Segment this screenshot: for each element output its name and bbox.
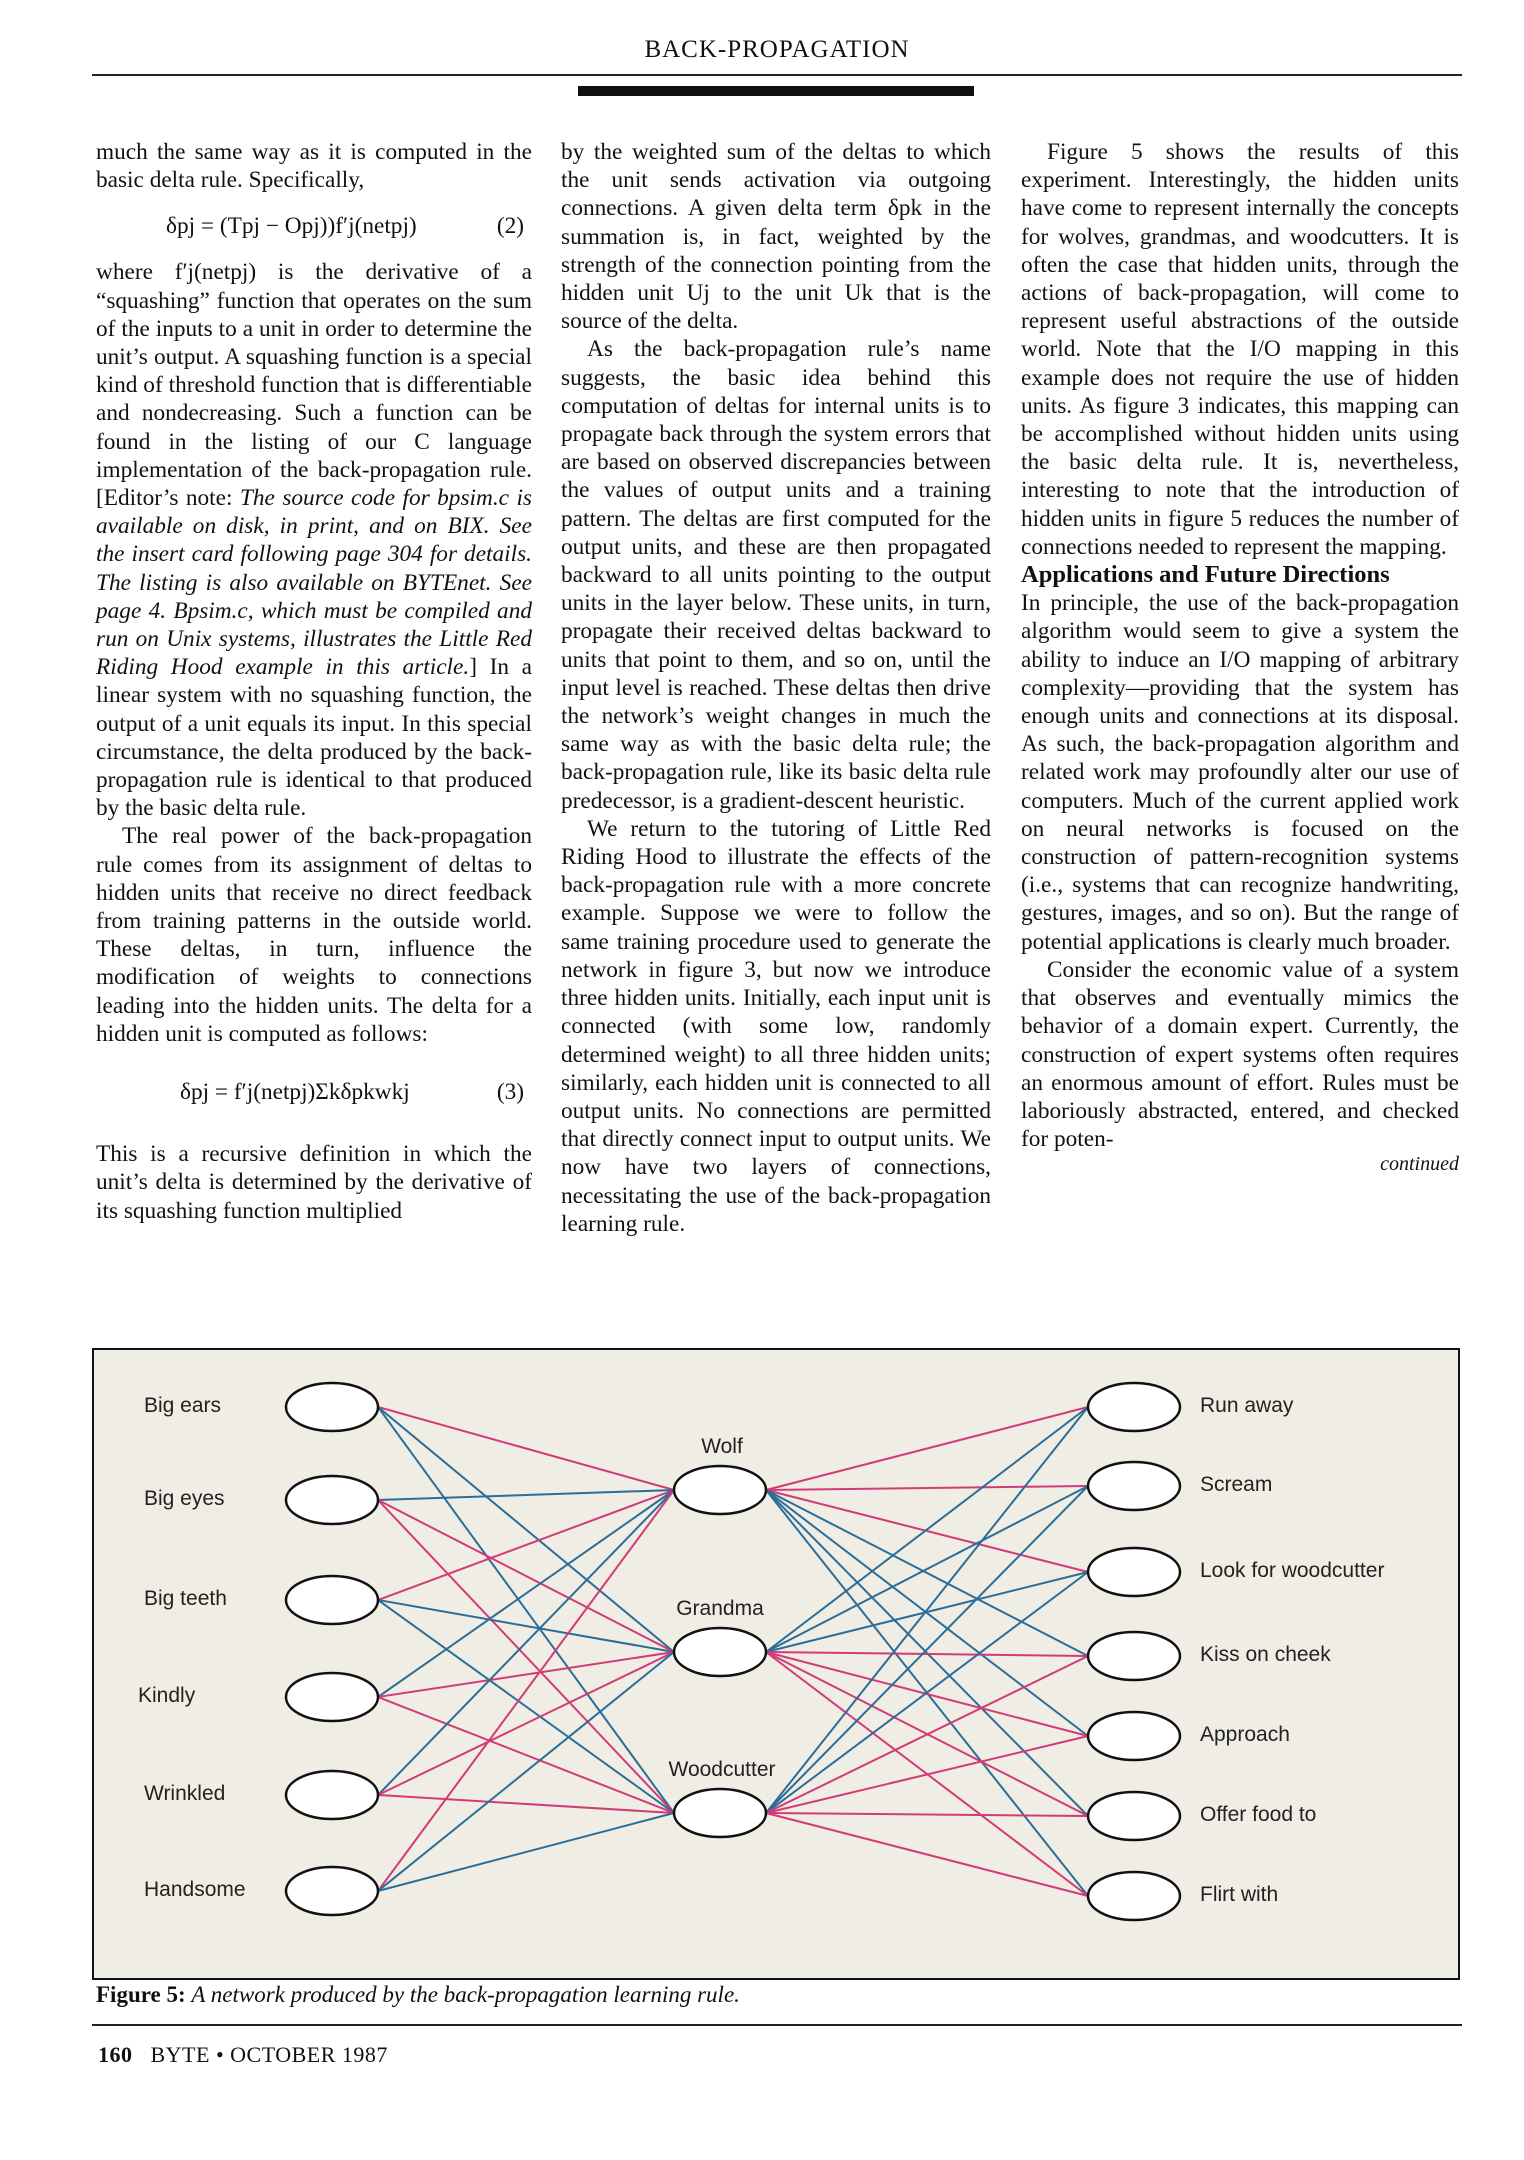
continued-label: continued (1380, 1153, 1459, 1176)
col1-para-1: much the same way as it is computed in the basic delta rule. Specifically, (96, 139, 532, 194)
equation-3 (96, 1064, 532, 1120)
connection-input-hidden (378, 1652, 674, 1891)
hidden-unit (674, 1789, 766, 1837)
col3-para-2: In principle, the use of the back-propagation algorithm would seem to give a system the ability to induce an I/O mapping of arbitrary complexity—providing that the system has enough units and connections at its disposal. As such, the back-propagation algorithm and related work may profoundly alter our use of computers. Much of the current applied work on neural networks is focused on the construction of pattern-recognition systems (i.e., systems that can recognize handwriting, gestures, images, and so on). But the range of potential applications is clearly much broader. (1021, 590, 1459, 955)
output-label: Offer food to (1200, 1803, 1317, 1826)
col3-para-1: Figure 5 shows the results of this experiment. Interestingly, the hidden units have come to represent internally the concepts for wolves, grandmas, and woodcutters. It is often the case that hidden units, through the actions of back-propagation, will come to represent useful abstractions of the outside world. Note that the I/O mapping in this example does not require the use of hidden units. As figure 3 indicates, this mapping can be accomplished without hidden units using the basic delta rule. It is, nevertheless, interesting to note that the introduction of hidden units in figure 5 reduces the number of connections needed to represent the mapping. (1021, 139, 1459, 560)
connection-hidden-output (766, 1407, 1088, 1652)
hidden-label: Grandma (676, 1597, 764, 1620)
input-label: Wrinkled (144, 1782, 226, 1805)
connection-hidden-output (766, 1407, 1088, 1813)
connection-hidden-output (766, 1486, 1088, 1813)
figure-5 (92, 1348, 1460, 1980)
connection-input-hidden (378, 1407, 674, 1652)
col2-para-2: As the back-propagation rule’s name suggests, the basic idea behind this computation of deltas for internal units is to propagate back through the system errors that are based on observed discrepancies between the values of output units and a training pattern. The deltas are first computed for the output units, and these are then propagated backward to all units pointing to the output units in the layer below. These units, in turn, propagate their received deltas backward to units that point to them, and so on, until the input level is reached. These deltas then drive the network’s weight changes in much the same way as with the basic delta rule; the back-propagation rule, like its basic delta rule predecessor, is a gradient-descent heuristic. (561, 336, 991, 814)
connection-hidden-output (766, 1486, 1088, 1652)
caption-text: A network produced by the back-propagation learning rule. (191, 1982, 740, 2007)
page-footer (98, 2042, 388, 2068)
input-label: Big teeth (144, 1587, 227, 1610)
equation-3-text: δpj = f′j(netpj)Σkδpkwkj (180, 1078, 410, 1105)
input-unit (286, 1476, 378, 1524)
header-rule (92, 74, 1462, 76)
figure-caption (96, 1982, 740, 2008)
col2-para-3: We return to the tutoring of Little Red Riding Hood to illustrate the effects of the back-propagation rule with a more concrete example. Suppose we were to follow the same training procedure used to generate the network in figure 3, but now we introduce three hidden units. Initially, each input unit is connected (with some low, randomly determined weight) to all three hidden units; similarly, each hidden unit is connected to all output units. No connections are permitted that directly connect input to output units. We now have two layers of connections, necessitating the use of the back-propagation learning rule. (561, 815, 991, 1237)
output-unit (1088, 1712, 1180, 1760)
connection-input-hidden (378, 1490, 674, 1600)
input-unit (286, 1867, 378, 1915)
col2-para-1: by the weighted sum of the deltas to which the unit sends activation via outgoing connections. A given delta term δpk in the summation is, in fact, weighted by the strength of the connection pointing from the hidden unit Uj to the unit Uk that is the source of the delta. (561, 139, 991, 335)
input-unit (286, 1383, 378, 1431)
connection-input-hidden (378, 1500, 674, 1652)
equation-2-text: δpj = (Tpj − Opj))f′j(netpj) (166, 213, 417, 240)
output-label: Kiss on cheek (1200, 1643, 1331, 1666)
input-label: Big eyes (144, 1487, 225, 1510)
input-unit (286, 1771, 378, 1819)
input-unit (286, 1576, 378, 1624)
hidden-unit (674, 1466, 766, 1514)
header-bar (578, 86, 974, 96)
column-3 (1021, 138, 1459, 1175)
connection-input-hidden (378, 1813, 674, 1891)
output-unit (1088, 1383, 1180, 1431)
connection-input-hidden (378, 1490, 674, 1500)
connection-hidden-output (766, 1490, 1088, 1572)
input-label: Big ears (144, 1394, 222, 1417)
caption-label: Figure 5: (96, 1982, 186, 2007)
page-number: 160 (98, 2042, 133, 2067)
column-1 (96, 138, 532, 1225)
connection-hidden-output (766, 1652, 1088, 1736)
connection-hidden-output (766, 1486, 1088, 1490)
connection-hidden-output (766, 1656, 1088, 1813)
connection-input-hidden (378, 1652, 674, 1795)
connection-input-hidden (378, 1795, 674, 1813)
col1-para-4: This is a recursive definition in which the unit’s delta is determined by the derivative of its squashing function multiplied (96, 1141, 532, 1224)
output-unit (1088, 1632, 1180, 1680)
section-heading: Applications and Future Directions (1021, 561, 1390, 589)
connection-input-hidden (378, 1490, 674, 1795)
input-unit (286, 1673, 378, 1721)
equation-3-number: (3) (496, 1078, 524, 1105)
equation-2 (96, 198, 532, 254)
output-unit (1088, 1792, 1180, 1840)
editor-note: The source code for bpsim.c is available on disk, in print, and on BIX. See the insert card following page 304 for details. The listing is also available on BYTEnet. See page 4. Bpsim.c, which must be compiled and run on Unix systems, illustrates the Little Red Riding Hood example in this article. (96, 485, 532, 681)
input-label: Kindly (138, 1684, 196, 1707)
col1-para-3: The real power of the back-propagation rule comes from its assignment of deltas to hidden units that receive no direct feedback from training patterns in the outside world. These deltas, in turn, influence the modification of weights to connections leading into the hidden units. The delta for a hidden unit is computed as follows: (96, 823, 532, 1047)
output-label: Look for woodcutter (1200, 1559, 1385, 1582)
hidden-label: Wolf (701, 1435, 743, 1458)
output-label: Run away (1200, 1394, 1294, 1417)
column-2 (561, 138, 991, 1238)
connection-input-hidden (378, 1500, 674, 1813)
output-unit (1088, 1872, 1180, 1920)
footer-rule (92, 2024, 1462, 2026)
connection-hidden-output (766, 1572, 1088, 1652)
input-label: Handsome (144, 1878, 246, 1901)
connection-hidden-output (766, 1490, 1088, 1656)
connection-hidden-output (766, 1813, 1088, 1896)
connection-hidden-output (766, 1813, 1088, 1816)
col3-para-3: Consider the economic value of a system that observes and eventually mimics the behavior of a domain expert. Currently, the construction of expert systems often requires an enormous amount of effort. Rules must be laboriously abstracted, entered, and checked for poten- (1021, 956, 1459, 1153)
connection-input-hidden (378, 1600, 674, 1813)
equation-2-number: (2) (496, 213, 524, 240)
connection-input-hidden (378, 1600, 674, 1652)
running-header: BACK-PROPAGATION (644, 36, 910, 63)
connection-hidden-output (766, 1736, 1088, 1813)
col1-para-2-a: where f′j(netpj) is the derivative of a “squashing” function that operates on the sum of the inputs to a unit in order to determine the unit’s output. A squashing function is a special kind of threshold function that is differentiable and nondecreasing. Such a function can be found in the listing of our C language implementation of the back-propagation rule. [Editor’s note: (96, 259, 532, 512)
col1-para-2-b: ] In a linear system with no squashing function, the output of a unit equals its input. In this special circumstance, the delta produced by the back-propagation rule is identical to that produced by the basic delta rule. (96, 654, 532, 822)
col1-para-2 (96, 258, 532, 822)
hidden-unit (674, 1628, 766, 1676)
connection-input-hidden (378, 1407, 674, 1813)
output-label: Scream (1200, 1473, 1273, 1496)
output-label: Approach (1200, 1723, 1290, 1746)
connection-input-hidden (378, 1490, 674, 1697)
output-unit (1088, 1548, 1180, 1596)
connection-hidden-output (766, 1572, 1088, 1813)
connection-hidden-output (766, 1407, 1088, 1490)
publication-line: BYTE • OCTOBER 1987 (150, 2042, 388, 2067)
output-label: Flirt with (1200, 1883, 1279, 1906)
connection-input-hidden (378, 1697, 674, 1813)
connection-input-hidden (378, 1407, 674, 1490)
output-unit (1088, 1462, 1180, 1510)
hidden-label: Woodcutter (668, 1758, 776, 1781)
